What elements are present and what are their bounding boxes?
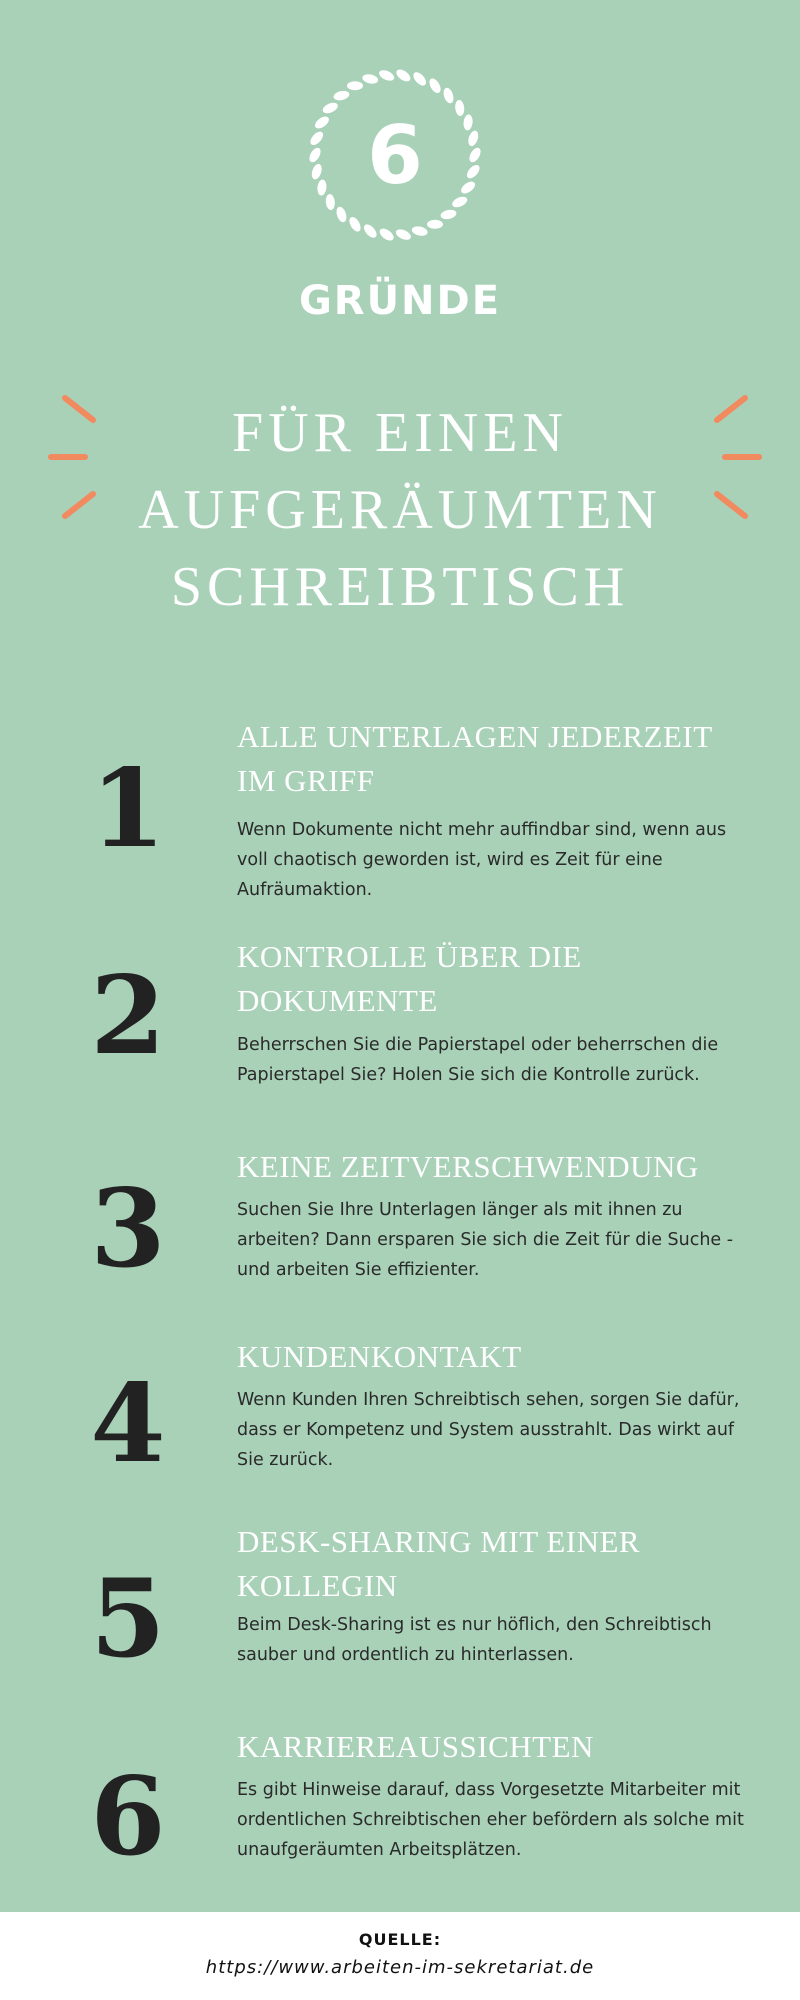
source-label: QUELLE: [358, 1930, 442, 1949]
reason-title: KONTROLLE ÜBER DIE DOKUMENTE [237, 939, 582, 1018]
reason-title: KUNDENKONTAKT [237, 1339, 522, 1374]
reason-number: 4 [90, 1361, 166, 1487]
headline [100, 395, 700, 626]
reason-number: 5 [90, 1556, 166, 1682]
hero-kicker: GRÜNDE [298, 278, 502, 324]
headline-line: AUFGERÄUMTEN [138, 479, 662, 541]
footer [0, 1912, 800, 2000]
reason-text: Suchen Sie Ihre Unterlagen länger als mit ihnen zu arbeiten? Dann ersparen Sie sich die Zeit für die Suche - und arbeiten Sie effizienter. [237, 1200, 734, 1280]
reason-text: Wenn Kunden Ihren Schreibtisch sehen, sorgen Sie dafür, dass er Kompetenz und System ausstrahlt. Das wirkt auf Sie zurück. [237, 1390, 740, 1470]
reason-text: Beherrschen Sie die Papierstapel oder beherrschen die Papierstapel Sie? Holen Sie sich die Kontrolle zurück. [237, 1035, 719, 1085]
source-link[interactable]: https://www.arbeiten-im-sekretariat.de [205, 1957, 595, 1978]
sparkle-right-icon [695, 390, 765, 530]
laurel-badge [300, 60, 490, 250]
headline-line: SCHREIBTISCH [170, 556, 630, 618]
reason-title: DESK-SHARING MIT EINER KOLLEGIN [237, 1524, 641, 1603]
reason-title: KEINE ZEITVERSCHWENDUNG [237, 1149, 699, 1184]
reason-text: Beim Desk-Sharing ist es nur höflich, den Schreibtisch sauber und ordentlich zu hinterlassen. [237, 1615, 712, 1665]
reason-number: 1 [90, 746, 166, 872]
reason-title: KARRIEREAUSSICHTEN [237, 1729, 594, 1764]
reason-text: Wenn Dokumente nicht mehr auffindbar sind, wenn aus voll chaotisch geworden ist, wird es Zeit für eine Aufräumaktion. [237, 820, 727, 900]
reason-number: 2 [90, 953, 166, 1079]
headline-line: FÜR EINEN [232, 402, 568, 464]
reason-number: 3 [90, 1166, 166, 1292]
badge-count: 6 [367, 108, 423, 202]
reason-title: ALLE UNTERLAGEN JEDERZEIT IM GRIFF [237, 719, 713, 798]
hero-section [0, 0, 800, 640]
reason-text: Es gibt Hinweise darauf, dass Vorgesetzte Mitarbeiter mit ordentlichen Schreibtischen eher befördern als solche mit unaufgeräumten Arbeitsplätzen. [237, 1780, 744, 1860]
reason-number: 6 [90, 1754, 166, 1880]
